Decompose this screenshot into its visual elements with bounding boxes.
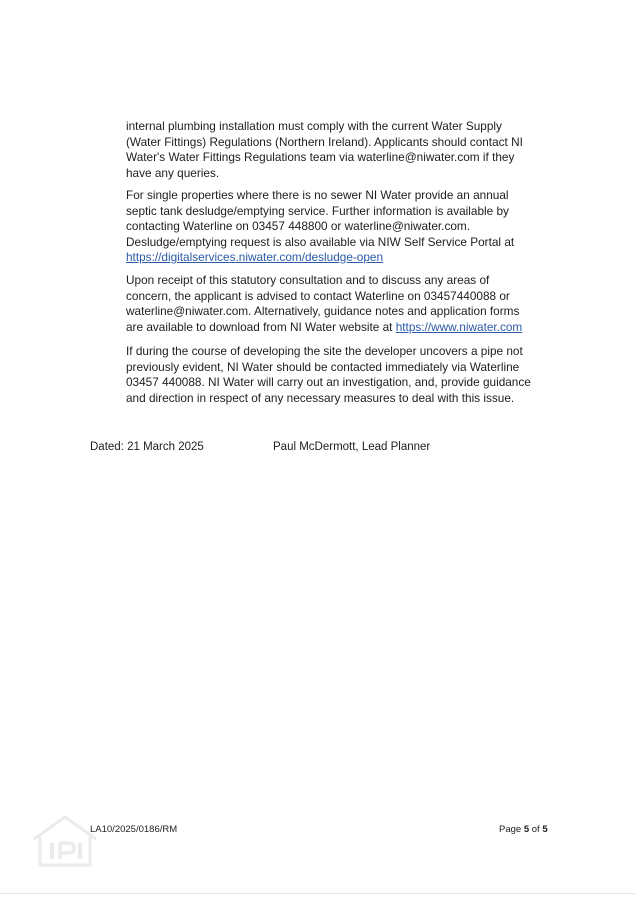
text-line: If during the course of developing the site the developer uncovers a pipe not: [126, 344, 523, 358]
property-logo-watermark: [30, 813, 100, 869]
text-line: (Water Fittings) Regulations (Northern Ireland). Applicants should contact NI: [126, 134, 523, 149]
text-line: previously evident, NI Water should be contacted immediately via Waterline: [126, 359, 520, 374]
text-line: septic tank desludge/emptying service. Further information is available by: [126, 203, 509, 218]
text-line: Water's Water Fittings Regulations team via waterline@niwater.com if they: [126, 150, 515, 164]
signer-name: Paul McDermott, Lead Planner: [273, 441, 431, 453]
page-prefix: Page: [499, 824, 524, 835]
niwater-website-link[interactable]: https://www.niwater.com: [395, 319, 523, 334]
scan-edge-divider: [0, 893, 635, 894]
paragraph-consultation: [126, 273, 566, 335]
page-mid: of: [529, 824, 543, 835]
text-line: For single properties where there is no sewer NI Water provide an annual: [126, 188, 509, 202]
paragraph-water-fittings: [126, 119, 566, 181]
paragraph-pipe-discovery: [126, 344, 566, 406]
text-line: [126, 320, 566, 336]
text-line: waterline@niwater.com. Alternatively, guidance notes and application forms: [126, 304, 520, 318]
page-number: [499, 824, 548, 835]
text-fragment: are available to download from NI Water website at: [126, 319, 396, 334]
text-line: Desludge/emptying request is also available via NIW Self Service Portal at: [126, 234, 515, 249]
dated-line: Dated: 21 March 2025: [90, 441, 204, 453]
text-line: 03457 440088. NI Water will carry out an investigation, and, provide guidance: [126, 375, 531, 389]
desludge-link[interactable]: https://digitalservices.niwater.com/desludge-open: [126, 250, 384, 264]
page-total: 5: [542, 824, 548, 835]
text-line: [126, 250, 566, 266]
page-current: 5: [523, 824, 530, 835]
text-line: internal plumbing installation must comply with the current Water Supply: [126, 119, 502, 133]
text-line: concern, the applicant is advised to contact Waterline on 03457440088 or: [126, 288, 510, 303]
text-line: contacting Waterline on 03457 448800 or waterline@niwater.com.: [126, 219, 471, 233]
paragraph-septic-tank: [126, 188, 566, 266]
text-line: Upon receipt of this statutory consultation and to discuss any areas of: [126, 273, 490, 287]
text-line: have any queries.: [126, 165, 220, 180]
text-line: and direction in respect of any necessary measures to deal with this issue.: [126, 390, 515, 405]
document-reference: LA10/2025/0186/RM: [90, 824, 178, 835]
